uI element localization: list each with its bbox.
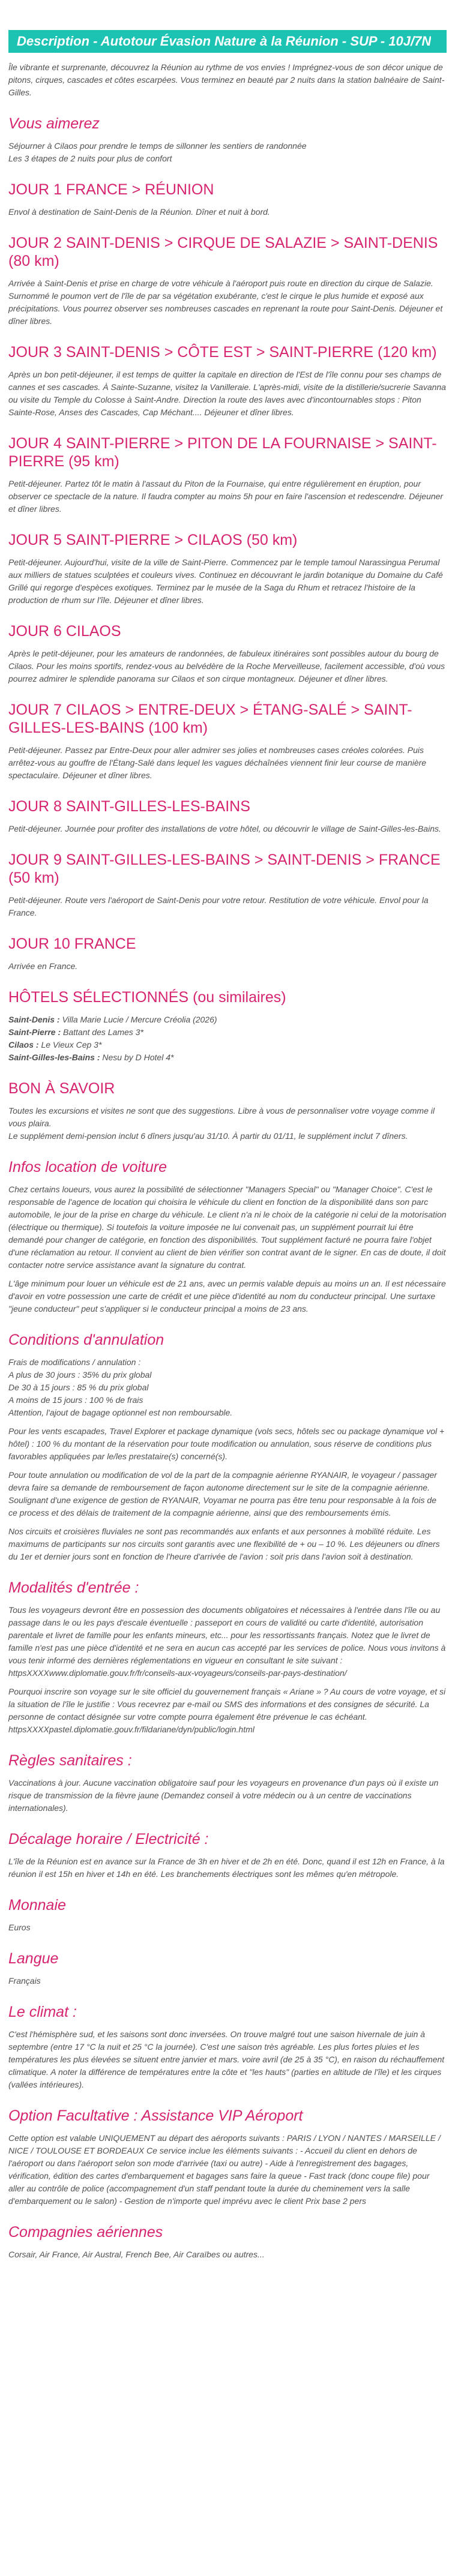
hotels-list [8, 1013, 447, 1064]
day-text: Petit-déjeuner. Route vers l'aéroport de Saint-Denis pour votre retour. Restitution de votre véhicule. Envol pour la France. [8, 895, 429, 917]
day-heading: JOUR 5 SAINT-PIERRE > CILAOS (50 km) [8, 532, 298, 548]
bon-savoir-heading: BON À SAVOIR [8, 1080, 115, 1097]
bon-savoir-text: Toutes les excursions et visites ne sont que des suggestions. Libre à vous de personnaliser votre voyage comme il vous plaira. [8, 1106, 435, 1128]
day-heading: JOUR 9 SAINT-GILLES-LES-BAINS > SAINT-DENIS > FRANCE (50 km) [8, 851, 441, 886]
annulation-text: Nos circuits et croisières fluviales ne sont pas recommandés aux enfants et aux personnes à mobilité réduite. Les maximums de participants sur nos circuits sont garantis avec une flexibilité de + ou – 10 %. Les déjeuners ou dîners du 1er et dernier jours sont en fonction de l'heure d'arrivée de l'avion : soit pris dans l'avion soit à destination. [8, 1527, 440, 1561]
annulation-line: A moins de 15 jours : 100 % de frais [8, 1395, 143, 1405]
annulation-line: De 30 à 15 jours : 85 % du prix global [8, 1383, 149, 1392]
day-text: Envol à destination de Saint-Denis de la Réunion. Dîner et nuit à bord. [8, 207, 270, 217]
langue-heading: Langue [8, 1950, 59, 1967]
option-heading: Option Facultative : Assistance VIP Aéroport [8, 2107, 303, 2124]
hotels-heading: HÔTELS SÉLECTIONNÉS (ou similaires) [8, 989, 286, 1006]
vous-aimerez-item: Séjourner à Cilaos pour prendre le temps de sillonner les sentiers de randonnée [8, 141, 307, 151]
title-banner [8, 30, 447, 53]
day-text: Petit-déjeuner. Partez tôt le matin à l'assaut du Piton de la Fournaise, qui entre régulièrement en éruption, pour observer ce spectacle de la nature. Il faudra compter au moins 5h pour en faire l'ascension et redescendre. Déjeuner et dîner libres. [8, 479, 444, 514]
modalites-text: Tous les voyageurs devront être en possession des documents obligatoires et nécessaires à l'entrée dans l'île ou au passage dans le ou les pays d'escale éventuelle : passeport en cours de validité ou carte d'identité, autorisation parentale et livret de famille pour les enfants mineurs, etc... pour les ressortissants français. Notez que le livret de famille n'est pas une pièce d'identité et ne sera en aucun cas accepté par les services de police. Nous vous invitons à vous tenir informé des dernières réglementations en vigueur en consultant le site suivant : httpsXXXXwww.diplomatie.gouv.fr/fr/conseils-aux-voyageurs/conseils-par-pays-destination/ [8, 1605, 446, 1678]
hotel-name: Le Vieux Cep 3* [38, 1040, 102, 1049]
modalites-text: Pourquoi inscrire son voyage sur le site officiel du gouvernement français « Ariane » ? Au cours de votre voyage, et si la situation de l'île le justifie : Vous recevrez par e-mail ou SMS des informations et des consignes de sécurité. La personne de contact désignée sur votre compte pourra également être prévenue le cas échéant. httpsXXXXpastel.diplomatie.gouv.fr/fildariane/dyn/public/login.html [8, 1687, 446, 1734]
day-text: Après le petit-déjeuner, pour les amateurs de randonnées, de fabuleux itinéraires sont possibles autour du bourg de Cilaos. Pour les moins sportifs, rendez-vous au belvédère de la Roche Merveilleuse, facilement accessible, d'où vous pourrez admirer le splendide panorama sur Cilaos et son cirque montagneux. Déjeuner et dîner libres. [8, 649, 445, 683]
hotel-item [8, 1039, 447, 1051]
sanitaires-text: Vaccinations à jour. Aucune vaccination obligatoire sauf pour les voyageurs en provenance d'un pays où il existe un risque de transmission de la fièvre jaune (Demandez conseil à votre médecin ou à un centre de vaccinations internationales). [8, 1778, 439, 1813]
hotel-item [8, 1013, 447, 1026]
compagnies-text: Corsair, Air France, Air Austral, French Bee, Air Caraïbes ou autres... [8, 2250, 265, 2259]
annulation-list [8, 1356, 447, 1419]
day-text: Petit-déjeuner. Aujourd'hui, visite de la ville de Saint-Pierre. Commencez par le temple tamoul Narassingua Perumal aux milliers de statues sculptées et couleurs vives. Continuez en découvrant le jardin botanique du Domaine du Café Grillé qui regorge d'espèces exotiques. Terminez par le musée de la Saga du Rhum et retracez l'histoire de la production de rhum sur l'île. Déjeuner et dîner libres. [8, 557, 443, 605]
hotel-name: Battant des Lames 3* [61, 1027, 143, 1037]
monnaie-text: Euros [8, 1923, 31, 1932]
day-heading: JOUR 7 CILAOS > ENTRE-DEUX > ÉTANG-SALÉ > SAINT-GILLES-LES-BAINS (100 km) [8, 701, 412, 736]
decalage-text: L'île de la Réunion est en avance sur la France de 3h en hiver et de 2h en été. Donc, quand il est 12h en France, à la réunion il est 15h en hiver et 14h en été. Les branchements électriques sont les mêmes qu'en métropole. [8, 1857, 445, 1879]
vous-aimerez-item: Les 3 étapes de 2 nuits pour plus de confort [8, 154, 172, 163]
day-heading: JOUR 1 FRANCE > RÉUNION [8, 181, 214, 198]
day-heading: JOUR 4 SAINT-PIERRE > PITON DE LA FOURNAISE > SAINT-PIERRE (95 km) [8, 435, 437, 470]
hotel-place: Saint-Denis : [8, 1015, 60, 1024]
modalites-heading: Modalités d'entrée : [8, 1579, 139, 1596]
page-title: Description - Autotour Évasion Nature à la Réunion - SUP - 10J/7N [17, 34, 432, 49]
day-text: Petit-déjeuner. Journée pour profiter des installations de votre hôtel, ou découvrir le village de Saint-Gilles-les-Bains. [8, 824, 441, 833]
day-heading: JOUR 6 CILAOS [8, 623, 121, 640]
climat-heading: Le climat : [8, 2004, 77, 2020]
annulation-text: Pour toute annulation ou modification de vol de la part de la compagnie aérienne RYANAIR, le voyageur / passager devra faire sa demande de remboursement de façon autonome directement sur le site de la compagnie aérienne. Soulignant d'une exigence de gestion de RYANAIR, Voyamar ne pourra pas être tenu pour responsable à la fois de ce process et des délais de traitement de la compagnie aérienne, ainsi que des remboursements émis. [8, 1470, 437, 1518]
location-text: Chez certains loueurs, vous aurez la possibilité de sélectionner "Managers Special" ou "Manager Choice". C'est le responsable de l'agence de location qui choisira le véhicule du client en fonction de la disponibilité dans son parc automobile, le jour de la prise en charge du véhicule. Le client n'a ni le choix de la catégorie ni celui de la motorisation (électrique ou thermique). Si toutefois la voiture imposée ne lui convenait pas, un supplément pourrait lui être demandé pour changer de catégorie, en fonction des disponibilités. Tout supplément facturé ne pourra faire l'objet d'une réclamation au retour. Il convient au client de bien vérifier son contrat avant de le signer. En cas de doute, il doit contacter notre service assistance avant la signature du contrat. [8, 1184, 447, 1270]
location-heading: Infos location de voiture [8, 1159, 167, 1175]
vous-aimerez-list [8, 140, 447, 165]
decalage-heading: Décalage horaire / Electricité : [8, 1831, 209, 1848]
annulation-line: A plus de 30 jours : 35% du prix global [8, 1370, 152, 1380]
hotel-name: Villa Marie Lucie / Mercure Créolia (2026) [59, 1015, 217, 1024]
annulation-heading: Conditions d'annulation [8, 1332, 164, 1348]
annulation-line: Frais de modifications / annulation : [8, 1357, 141, 1367]
day-heading: JOUR 3 SAINT-DENIS > CÔTE EST > SAINT-PIERRE (120 km) [8, 344, 437, 361]
day-heading: JOUR 8 SAINT-GILLES-LES-BAINS [8, 798, 250, 815]
monnaie-heading: Monnaie [8, 1897, 66, 1914]
option-text: Cette option est valable UNIQUEMENT au départ des aéroports suivants : PARIS / LYON / NANTES / MARSEILLE / NICE / TOULOUSE ET BORDEAUX Ce service inclue les éléments suivants : - Accueil du client en dehors de l'aéroport ou dans l'aéroport selon son mode d'arrivée (taxi ou autre) - Aide à l'enregistrement des bagages, vérification, édition des cartes d'embarquement et bagages sans faire la queue - Fast track (donc coupe file) pour aller au contrôle de police (accompagnement d'un staff pendant toute la durée du cheminement vers la salle d'embarquement ou le salon) - Gestion de n'importe quel imprévu avec le client Prix base 2 pers [8, 2133, 441, 2206]
day-heading: JOUR 10 FRANCE [8, 935, 136, 952]
annulation-line: Attention, l'ajout de bagage optionnel est non remboursable. [8, 1408, 233, 1417]
climat-text: C'est l'hémisphère sud, et les saisons sont donc inversées. On trouve malgré tout une saison hivernale de juin à septembre (entre 17 °C la nuit et 25 °C la journée). C'est une saison très agréable. Les plus fortes pluies et les températures les plus élevées se situent entre janvier et mars. voire avril (de 25 à 35 °C), en raison du réchauffement climatique. A noter la différence de températures entre la côte et "les hauts" (parties en altitude de l'île) et les cirques (vallées intérieures). [8, 2029, 445, 2089]
compagnies-heading: Compagnies aériennes [8, 2224, 163, 2241]
day-text: Arrivée en France. [8, 961, 78, 971]
intro-text: Île vibrante et surprenante, découvrez la Réunion au rythme de vos envies ! Imprégnez-vous de son décor unique de pitons, cirques, cascades et côtes escarpées. Vous terminez en beauté par 2 nuits dans la station balnéaire de Saint-Gilles. [8, 62, 445, 97]
day-text: Petit-déjeuner. Passez par Entre-Deux pour aller admirer ses jolies et nombreuses cases créoles colorées. Puis arrêtez-vous au gouffre de l'Étang-Salé dans lequel les vagues déchaînées viennent finir leur course de manière spectaculaire. Déjeuner et dîner libres. [8, 745, 427, 780]
sanitaires-heading: Règles sanitaires : [8, 1752, 132, 1769]
day-heading: JOUR 2 SAINT-DENIS > CIRQUE DE SALAZIE > SAINT-DENIS (80 km) [8, 235, 438, 269]
hotel-place: Saint-Pierre : [8, 1027, 61, 1037]
hotel-item [8, 1051, 447, 1064]
bon-savoir-block [8, 1105, 447, 1142]
vous-aimerez-heading: Vous aimerez [8, 115, 100, 132]
langue-text: Français [8, 1976, 41, 1986]
day-text: Arrivée à Saint-Denis et prise en charge de votre véhicule à l'aéroport puis route en direction du cirque de Salazie. Surnommé le poumon vert de l'île de par sa végétation exubérante, c'est le cirque le plus humide et exposé aux précipitations. Vous pourrez observer ses nombreuses cascades en reprenant la route pour Saint-Denis. Déjeuner et dîner libres. [8, 278, 443, 326]
annulation-text: Pour les vents escapades, Travel Explorer et package dynamique (vols secs, hôtels sec ou package dynamique vol + hôtel) : 100 % du montant de la réservation pour toute modification ou annulation, sous réserve de conditions plus favorables appliquées par le/les prestataire(s) concerné(s). [8, 1426, 445, 1461]
hotel-item [8, 1026, 447, 1039]
hotel-place: Saint-Gilles-les-Bains : [8, 1052, 100, 1062]
day-text: Après un bon petit-déjeuner, il est temps de quitter la capitale en direction de l'Est de l'île connu pour ses champs de cannes et ses cascades. À Sainte-Suzanne, visitez la Vanilleraie. L'après-midi, visite de la distillerie/sucrerie Savanna ou visite du Temple du Colosse à Saint-Andre. Direction la route des laves avec d'incontournables stops : Piton Sainte-Rose, Anses des Cascades, Cap Méchant.... Déjeuner et dîner libres. [8, 370, 446, 417]
bon-savoir-text: Le supplément demi-pension inclut 6 dîners jusqu'au 31/10. À partir du 01/11, le supplément inclut 7 dîners. [8, 1131, 408, 1141]
hotel-place: Cilaos : [8, 1040, 39, 1049]
location-text: L'âge minimum pour louer un véhicule est de 21 ans, avec un permis valable depuis au moins un an. Il est nécessaire d'avoir en votre possession une carte de crédit et une pièce d'identité au nom du conducteur principal. Une surtaxe "jeune conducteur" peut s'appliquer si le conducteur principal a moins de 23 ans. [8, 1279, 446, 1314]
hotel-name: Nesu by D Hotel 4* [100, 1052, 174, 1062]
